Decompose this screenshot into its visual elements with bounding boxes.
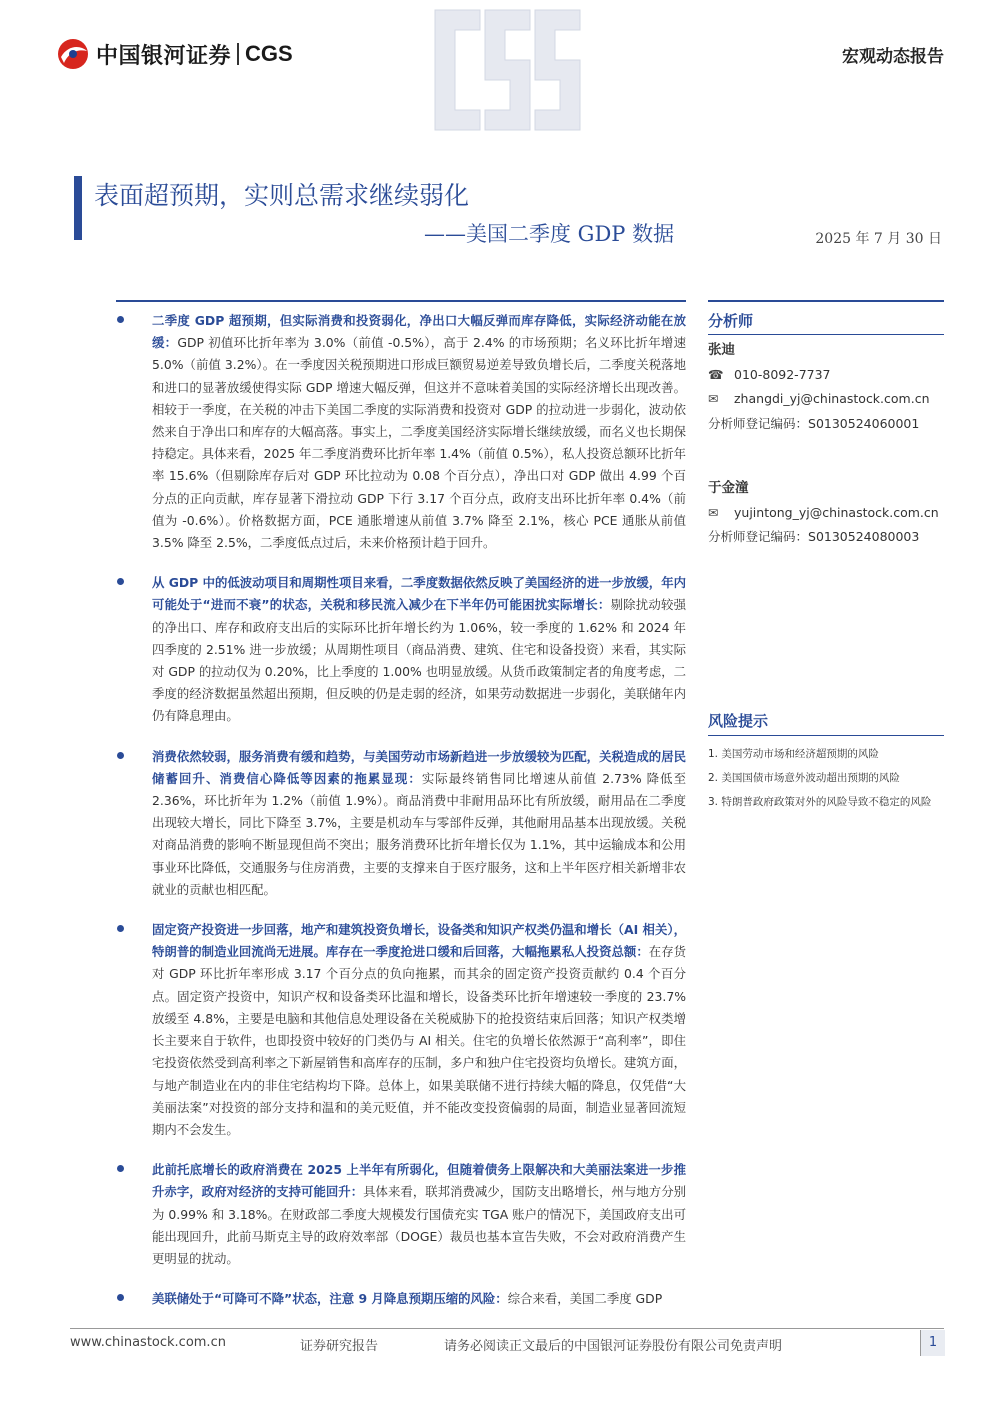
email-icon: ✉	[708, 504, 719, 520]
page-number: 1	[920, 1330, 945, 1356]
key-point-lead: 美联储处于“可降可不降”状态，注意 9 月降息预期压缩的风险：	[152, 1291, 508, 1307]
key-point-paragraph	[152, 919, 686, 1141]
risk-item: 1. 美国劳动市场和经济超预期的风险	[708, 748, 879, 760]
key-point	[116, 1159, 686, 1270]
bullet-dot	[117, 925, 124, 932]
key-point-text: 实际最终销售同比增速从前值 2.73% 降低至 2.36%，环比折年为 1.2%（前值 1.9%）。商品消费中非耐用品环比有所放缓，耐用品在二季度出现较大增长，同比下降至 3.7%，主要是机动车与零部件反弹，其他耐用品基本出现放缓。关税对商品消费的影响不断显现但尚不突出；服务消费环比折年增长仅为 1.1%，其中运输成本和公用事业环比降低，交通服务与住房消费，主要的支撑来自于医疗服务，这和上半年医疗相关新增非农就业的贡献也相匹配。	[152, 770, 686, 897]
company-logo	[56, 34, 293, 74]
analyst-reg-row	[708, 412, 958, 437]
analyst-rule	[708, 334, 944, 335]
analyst-heading: 分析师	[708, 312, 754, 330]
key-point-paragraph	[152, 746, 686, 901]
risk-list	[708, 742, 944, 814]
key-point-lead: 固定资产投资进一步回落，地产和建筑投资负增长，设备类和知识产权类仍温和增长（AI 相关），特朗普的制造业回流尚无进展。库存在一季度抢进口缓和后回落，大幅拖累私人投资总额：	[152, 922, 686, 960]
key-point	[116, 572, 686, 727]
footer-rule	[70, 1328, 944, 1329]
analyst-reg-label: 分析师登记编码：	[708, 415, 809, 431]
analyst-reg-no: S0130524080003	[808, 529, 920, 544]
report-date: 2025 年 7 月 30 日	[815, 231, 942, 247]
footer-doc-type: 证券研究报告	[300, 1339, 379, 1354]
footer-disclaimer: 请务必阅读正文最后的中国银河证券股份有限公司免责声明	[444, 1339, 783, 1354]
analyst-email[interactable]: yujintong_yj@chinastock.com.cn	[734, 504, 939, 520]
key-point-text: 具体来看，联邦消费减少，国防支出略增长，州与地方分别为 0.99% 和 3.18%。在财政部二季度大规模发行国债充实 TGA 账户的情况下，美国政府支出可能出现回升，此前马斯克主导的政府效率部（DOGE）裁员也基本宣告失败，不会对政府消费产生更明显的扰动。	[152, 1184, 687, 1266]
analyst-card	[708, 338, 958, 436]
key-point-lead: 此前托底增长的政府消费在 2025 上半年有所弱化，但随着债务上限解决和大美丽法案进一步推升赤字，政府对经济的支持可能回升：	[152, 1162, 686, 1200]
analyst-name: 张迪	[708, 342, 735, 358]
key-point-paragraph	[152, 572, 686, 727]
key-point-lead: 二季度 GDP 超预期，但实际消费和投资弱化，净出口大幅反弹而库存降低，实际经济动能在放缓：	[152, 313, 686, 351]
bullet-dot	[117, 578, 124, 585]
risk-item: 2. 美国国债市场意外波动超出预期的风险	[708, 772, 900, 784]
analyst-name: 于金潼	[708, 480, 749, 496]
analyst-phone: 010-8092-7737	[734, 366, 831, 382]
key-point-text: 综合来看，美国二季度 GDP	[507, 1291, 663, 1307]
key-point-lead: 消费依然较弱，服务消费有缓和趋势，与美国劳动市场新趋进一步放缓较为匹配，关税造成的居民储蓄回升、消费信心降低等因素的拖累显现：	[152, 748, 686, 786]
bullet-dot	[117, 1165, 124, 1172]
key-point	[116, 746, 686, 901]
report-title: 表面超预期，实则总需求继续弱化	[94, 181, 470, 210]
footer-url[interactable]: www.chinastock.com.cn	[70, 1335, 226, 1350]
cgs-watermark	[420, 0, 590, 150]
logo-divider	[237, 43, 239, 65]
key-point	[116, 310, 686, 554]
title-accent-bar	[74, 176, 82, 240]
risk-rule	[708, 735, 944, 736]
key-point-text: 剔除扰动较强的净出口、库存和政府支出后的实际环比折年增长约为 1.06%，较一季度的 1.62% 和 2024 年四季度的 2.51% 进一步放缓；从周期性项目（商品消费、建筑、住宅和设备投资）来看，其实际对 GDP 的拉动仅为 0.20%，比上季度的 1.00% 也明显放缓。从货币政策制定者的角度考虑，二季度的经济数据虽然超出预期，但反映的仍是走弱的经济，如果劳动数据进一步弱化，美联储年内仍有降息理由。	[152, 597, 686, 724]
key-point-text: 在存货对 GDP 环比折年率形成 3.17 个百分点的负向拖累，而其余的固定资产投资贡献约 0.4 个百分点。固定资产投资中，知识产权和设备类环比温和增长，设备类环比折年增速较一季度的 23.7% 放缓至 4.8%，主要是电脑和其他信息处理设备在关税威胁下的抢投资结束后回落；知识产权类增长主要来自于软件，也即投资中较好的门类仍与 AI 相关。住宅的负增长依然源于“高利率”，即住宅投资依然受到高利率之下新屋销售和高库存的压制，多户和独户住宅投资均负增长。建筑方面，与地产制造业在内的非住宅结构均下降。总体上，如果美联储不进行持续大幅的降息，仅凭借“大美丽法案”对投资的部分支持和温和的美元贬值，并不能改变投资偏弱的局面，制造业显著回流短期内不会发生。	[152, 944, 687, 1137]
analyst-email-row	[708, 387, 958, 412]
bullet-dot	[117, 1294, 124, 1301]
bullet-dot	[117, 316, 124, 323]
key-point-text: GDP 初值环比折年率为 3.0%（前值 -0.5%），高于 2.4% 的市场预期；名义环比折年增速 5.0%（前值 3.2%）。在一季度因关税预期进口形成巨额贸易逆差导致负增长后，二季度关税落地和进口的显著放缓使得实际 GDP 增速大幅反弹，但这并不意味着美国的实际经济增长出现改善。相较于一季度，在关税的冲击下美国二季度的实际消费和投资对 GDP 的拉动进一步弱化，波动依然来自于净出口和库存的大幅高落。事实上，二季度美国经济实际增长继续放缓，而名义也长期保持稳定。具体来看，2025 年二季度消费环比折年率 1.4%（前值 0.5%），私人投资总额环比折年率 15.6%（但剔除库存后对 GDP 环比拉动为 0.08 个百分点），净出口对 GDP 做出 4.99 个百分点的正向贡献，库存显著下滑拉动 GDP 下行 3.17 个百分点，政府支出环比折年率 0.4%（前值为 -0.6%）。价格数据方面，PCE 通胀增速从前值 3.7% 降至 2.1%，核心 PCE 通胀从前值 3.5% 降至 2.5%，二季度低点过后，未来价格预计趋于回升。	[152, 335, 687, 551]
email-icon: ✉	[708, 391, 719, 406]
key-point-paragraph	[152, 1288, 686, 1310]
report-type: 宏观动态报告	[842, 47, 944, 67]
key-points	[116, 310, 686, 1328]
key-point-paragraph	[152, 1159, 686, 1270]
main-top-rule	[116, 300, 686, 302]
analyst-phone-row	[708, 363, 958, 388]
analyst-reg-row	[708, 525, 958, 550]
key-point	[116, 919, 686, 1141]
risk-heading: 风险提示	[708, 712, 769, 730]
sidebar-top-rule	[708, 300, 944, 302]
key-point-lead: 从 GDP 中的低波动项目和周期性项目来看，二季度数据依然反映了美国经济的进一步放缓，年内可能处于“进而不衰”的状态，关税和移民流入减少在下半年仍可能困扰实际增长：	[152, 575, 686, 613]
company-name-cn: 中国银河证券	[96, 43, 232, 69]
phone-icon: ☎	[708, 366, 724, 382]
analyst-email-row	[708, 501, 958, 526]
bullet-dot	[117, 752, 124, 759]
galaxy-logo-icon	[56, 37, 90, 71]
analyst-card	[708, 476, 958, 550]
analyst-reg-label: 分析师登记编码：	[708, 529, 809, 544]
key-point-paragraph	[152, 310, 686, 554]
risk-item: 3. 特朗普政府政策对外的风险导致不稳定的风险	[708, 796, 932, 808]
company-name-en: CGS	[245, 41, 293, 66]
report-subtitle: ——美国二季度 GDP 数据	[424, 222, 675, 246]
analyst-email[interactable]: zhangdi_yj@chinastock.com.cn	[734, 391, 930, 406]
key-point	[116, 1288, 686, 1310]
analyst-reg-no: S0130524060001	[808, 415, 920, 431]
